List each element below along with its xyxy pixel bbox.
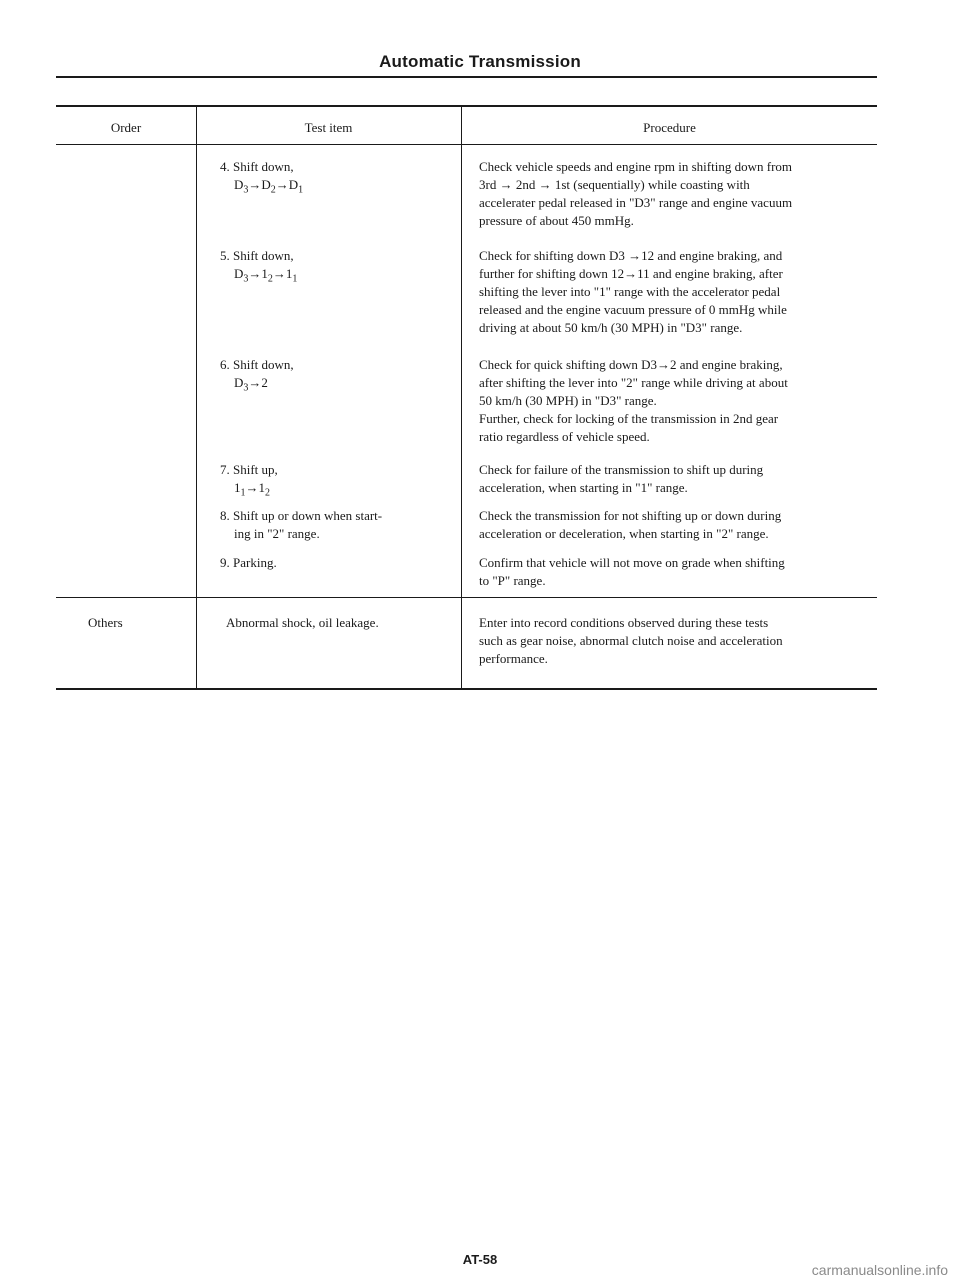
test-item-4-label: 4. Shift down,: [220, 159, 294, 174]
seq-sub: 1: [240, 487, 246, 499]
test-item-5-sequence: [220, 265, 450, 283]
header-procedure: Procedure: [643, 120, 696, 135]
test-item-6: [220, 356, 450, 392]
page-title: Automatic Transmission: [379, 52, 581, 71]
procedure-others: [479, 614, 879, 668]
seq-part: →D: [248, 177, 271, 192]
seq-part: →1: [248, 266, 268, 281]
procedure-line: 3rd → 2nd → 1st (sequentially) while coasting with: [479, 177, 750, 192]
seq-sub: 2: [265, 487, 270, 499]
procedure-line: Check vehicle speeds and engine rpm in shifting down from: [479, 159, 793, 174]
test-item-9-label: 9. Parking.: [220, 555, 277, 570]
test-item-6-sequence: [220, 374, 450, 392]
procedure-line: to "P" range.: [479, 573, 546, 588]
procedure-line: Check for failure of the transmission to shift up during: [479, 462, 764, 477]
test-item-8: [220, 507, 450, 543]
others-rule: [56, 597, 877, 598]
column-divider-1: [196, 105, 197, 689]
seq-part: →2: [248, 375, 268, 390]
seq-part: →1: [272, 266, 293, 281]
seq-part: D: [234, 177, 244, 192]
procedure-line: further for shifting down 12→11 and engine braking, after: [479, 266, 783, 281]
procedure-5: [479, 247, 879, 337]
procedure-line: Check for shifting down D3 →12 and engine braking, and: [479, 248, 783, 263]
seq-part: 1: [234, 480, 241, 495]
seq-sub: 3: [243, 273, 249, 285]
test-item-7-sequence: [220, 479, 450, 497]
seq-part: →1: [245, 480, 265, 495]
test-item-4-sequence: [220, 176, 450, 194]
seq-sub: 2: [267, 273, 273, 285]
procedure-line: shifting the lever into "1" range with the accelerator pedal: [479, 284, 781, 299]
seq-sub: 1: [298, 184, 304, 196]
header-test-item: Test item: [304, 120, 353, 135]
table-top-rule: [56, 105, 877, 107]
column-divider-2: [461, 105, 462, 689]
seq-part: D: [234, 266, 244, 281]
test-item-5-label: 5. Shift down,: [220, 248, 294, 263]
procedure-line: driving at about 50 km/h (30 MPH) in "D3" range.: [479, 320, 743, 335]
procedure-line: performance.: [479, 651, 548, 666]
procedure-6: [479, 356, 879, 446]
test-item-8-label: 8. Shift up or down when start-: [220, 508, 383, 523]
page-number: AT-58: [462, 1252, 498, 1267]
seq-sub: 2: [270, 184, 276, 196]
procedure-8: [479, 507, 879, 543]
test-item-others: Abnormal shock, oil leakage.: [226, 615, 379, 630]
procedure-line: released and the engine vacuum pressure of 0 mmHg while: [479, 302, 787, 317]
procedure-line: accelerater pedal released in "D3" range and engine vacuum: [479, 195, 793, 210]
header-order: Order: [110, 120, 142, 135]
procedure-line: ratio regardless of vehicle speed.: [479, 429, 650, 444]
procedure-line: 50 km/h (30 MPH) in "D3" range.: [479, 393, 657, 408]
seq-sub: 1: [292, 273, 298, 285]
test-item-5: [220, 247, 450, 283]
seq-sub: 3: [243, 184, 249, 196]
test-item-6-label: 6. Shift down,: [220, 357, 294, 372]
test-item-7: [220, 461, 450, 497]
procedure-line: Enter into record conditions observed during these tests: [479, 615, 769, 630]
procedure-line: Further, check for locking of the transmission in 2nd gear: [479, 411, 779, 426]
procedure-9: [479, 554, 879, 590]
test-item-9: [220, 554, 450, 572]
procedure-line: acceleration, when starting in "1" range.: [479, 480, 688, 495]
title-rule: [56, 76, 877, 78]
test-item-4: [220, 158, 450, 194]
procedure-4: [479, 158, 879, 230]
order-others: Others: [88, 615, 123, 630]
procedure-line: Check the transmission for not shifting up or down during: [479, 508, 782, 523]
procedure-line: pressure of about 450 mmHg.: [479, 213, 634, 228]
procedure-line: acceleration or deceleration, when starting in "2" range.: [479, 526, 769, 541]
test-item-7-label: 7. Shift up,: [220, 462, 278, 477]
seq-part: D: [234, 375, 244, 390]
procedure-line: Confirm that vehicle will not move on grade when shifting: [479, 555, 785, 570]
procedure-line: after shifting the lever into "2" range while driving at about: [479, 375, 788, 390]
watermark: carmanualsonline.info: [811, 1262, 948, 1278]
test-item-8-line2: ing in "2" range.: [234, 526, 320, 541]
seq-sub: 3: [243, 382, 249, 394]
procedure-7: [479, 461, 879, 497]
header-rule: [56, 144, 877, 145]
table-bottom-rule: [56, 688, 877, 690]
procedure-line: such as gear noise, abnormal clutch noise and acceleration: [479, 633, 783, 648]
seq-part: →D: [275, 177, 299, 192]
procedure-line: Check for quick shifting down D3→2 and engine braking,: [479, 357, 783, 372]
